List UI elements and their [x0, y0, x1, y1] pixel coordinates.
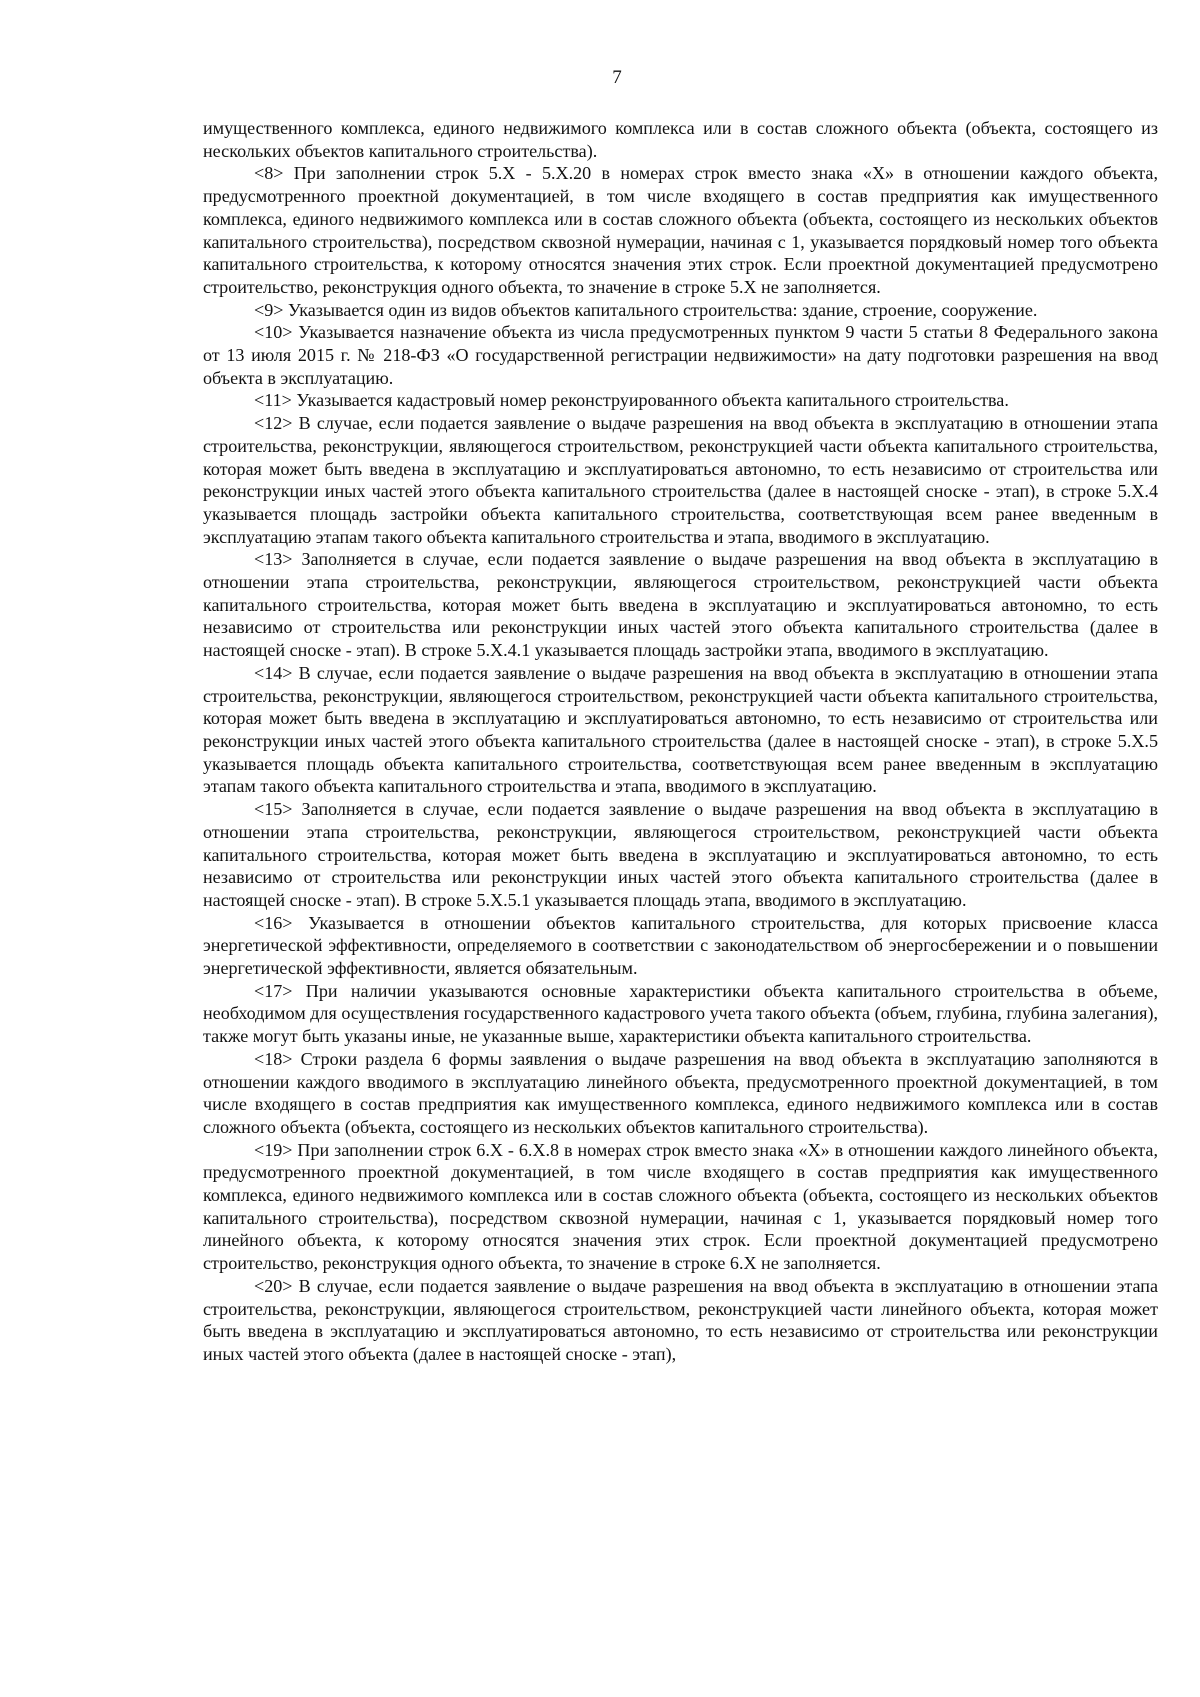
footnote-20: <20> В случае, если подается заявление о выдаче разрешения на ввод объекта в эксплуатацию в отношении этапа строительства, реконструкции, являющегося строительством, реконструкцией части линейного объекта, которая может быть введена в эксплуатацию и эксплуатироваться автономно, то есть независимо от строительства или реконструкции иных частей этого объекта (далее в настоящей сноске - этап),	[203, 1275, 1158, 1364]
footnote-14: <14> В случае, если подается заявление о выдаче разрешения на ввод объекта в эксплуатацию в отношении этапа строительства, реконструкции, являющегося строительством, реконструкцией части объекта капитального строительства, которая может быть введена в эксплуатацию и эксплуатироваться автономно, то есть независимо от строительства или реконструкции иных частей этого объекта капитального строительства (далее в настоящей сноске - этап), в строке 5.X.5 указывается площадь объекта капитального строительства, соответствующая всем ранее введенным в эксплуатацию этапам такого объекта капитального строительства и этапа, вводимого в эксплуатацию.	[203, 662, 1158, 797]
paragraph-continuation: имущественного комплекса, единого недвижимого комплекса или в состав сложного объекта (объекта, состоящего из нескольких объектов капитального строительства).	[203, 118, 1158, 161]
footnote-19: <19> При заполнении строк 6.X - 6.X.8 в номерах строк вместо знака «X» в отношении каждого линейного объекта, предусмотренного проектной документацией, в том числе входящего в состав предприятия как имущественного комплекса, единого недвижимого комплекса или в состав сложного объекта (объекта, состоящего из нескольких объектов капитального строительства), посредством сквозной нумерации, начиная с 1, указывается порядковый номер того линейного объекта, к которому относятся значения этих строк. Если проектной документацией предусмотрено строительство, реконструкция одного объекта, то значение в строке 6.X не заполняется.	[203, 1139, 1158, 1274]
footnote-10: <10> Указывается назначение объекта из числа предусмотренных пунктом 9 части 5 статьи 8 Федерального закона от 13 июля 2015 г. № 218-ФЗ «О государственной регистрации недвижимости» на дату подготовки разрешения на ввод объекта в эксплуатацию.	[203, 322, 1158, 388]
footnote-13: <13> Заполняется в случае, если подается заявление о выдаче разрешения на ввод объекта в эксплуатацию в отношении этапа строительства, реконструкции, являющегося строительством, реконструкцией части объекта капитального строительства, которая может быть введена в эксплуатацию и эксплуатироваться автономно, то есть независимо от строительства или реконструкции иных частей этого объекта капитального строительства (далее в настоящей сноске - этап). В строке 5.X.4.1 указывается площадь застройки этапа, вводимого в эксплуатацию.	[203, 549, 1158, 661]
footnote-9: <9> Указывается один из видов объектов капитального строительства: здание, строение, сооружение.	[254, 299, 1038, 320]
footnote-11: <11> Указывается кадастровый номер реконструированного объекта капитального строительства.	[254, 390, 1009, 411]
page-number: 7	[612, 67, 622, 88]
footnote-12: <12> В случае, если подается заявление о выдаче разрешения на ввод объекта в эксплуатацию в отношении этапа строительства, реконструкции, являющегося строительством, реконструкцией части объекта капитального строительства, которая может быть введена в эксплуатацию и эксплуатироваться автономно, то есть независимо от строительства или реконструкции иных частей этого объекта капитального строительства (далее в настоящей сноске - этап), в строке 5.X.4 указывается площадь застройки объекта капитального строительства, соответствующая всем ранее введенным в эксплуатацию этапам такого объекта капитального строительства и этапа, вводимого в эксплуатацию.	[203, 413, 1158, 547]
footnote-16: <16> Указывается в отношении объектов капитального строительства, для которых присвоение класса энергетической эффективности, определяемого в соответствии с законодательством об энергосбережении и о повышении энергетической эффективности, является обязательным.	[203, 912, 1158, 979]
footnotes-text	[203, 117, 1158, 1366]
footnote-8: <8> При заполнении строк 5.X - 5.X.20 в номерах строк вместо знака «X» в отношении каждого объекта, предусмотренного проектной документацией, в том числе входящего в состав предприятия как имущественного комплекса, единого недвижимого комплекса или в состав сложного объекта (объекта, состоящего из нескольких объектов капитального строительства), посредством сквозной нумерации, начиная с 1, указывается порядковый номер того объекта капитального строительства, к которому относятся значения этих строк. Если проектной документацией предусмотрено строительство, реконструкция одного объекта, то значение в строке 5.X не заполняется.	[203, 163, 1158, 297]
footnote-18: <18> Строки раздела 6 формы заявления о выдаче разрешения на ввод объекта в эксплуатацию заполняются в отношении каждого вводимого в эксплуатацию линейного объекта, предусмотренного проектной документацией, в том числе входящего в состав предприятия как имущественного комплекса, единого недвижимого комплекса или в состав сложного объекта (объекта, состоящего из нескольких объектов капитального строительства).	[203, 1048, 1158, 1137]
footnote-15: <15> Заполняется в случае, если подается заявление о выдаче разрешения на ввод объекта в эксплуатацию в отношении этапа строительства, реконструкции, являющегося строительством, реконструкцией части объекта капитального строительства, которая может быть введена в эксплуатацию и эксплуатироваться автономно, то есть независимо от строительства или реконструкции иных частей этого объекта капитального строительства (далее в настоящей сноске - этап). В строке 5.X.5.1 указывается площадь этапа, вводимого в эксплуатацию.	[203, 799, 1158, 910]
footnote-17: <17> При наличии указываются основные характеристики объекта капитального строительства в объеме, необходимом для осуществления государственного кадастрового учета такого объекта (объем, глубина, глубина залегания), также могут быть указаны иные, не указанные выше, характеристики объекта капитального строительства.	[203, 980, 1158, 1047]
